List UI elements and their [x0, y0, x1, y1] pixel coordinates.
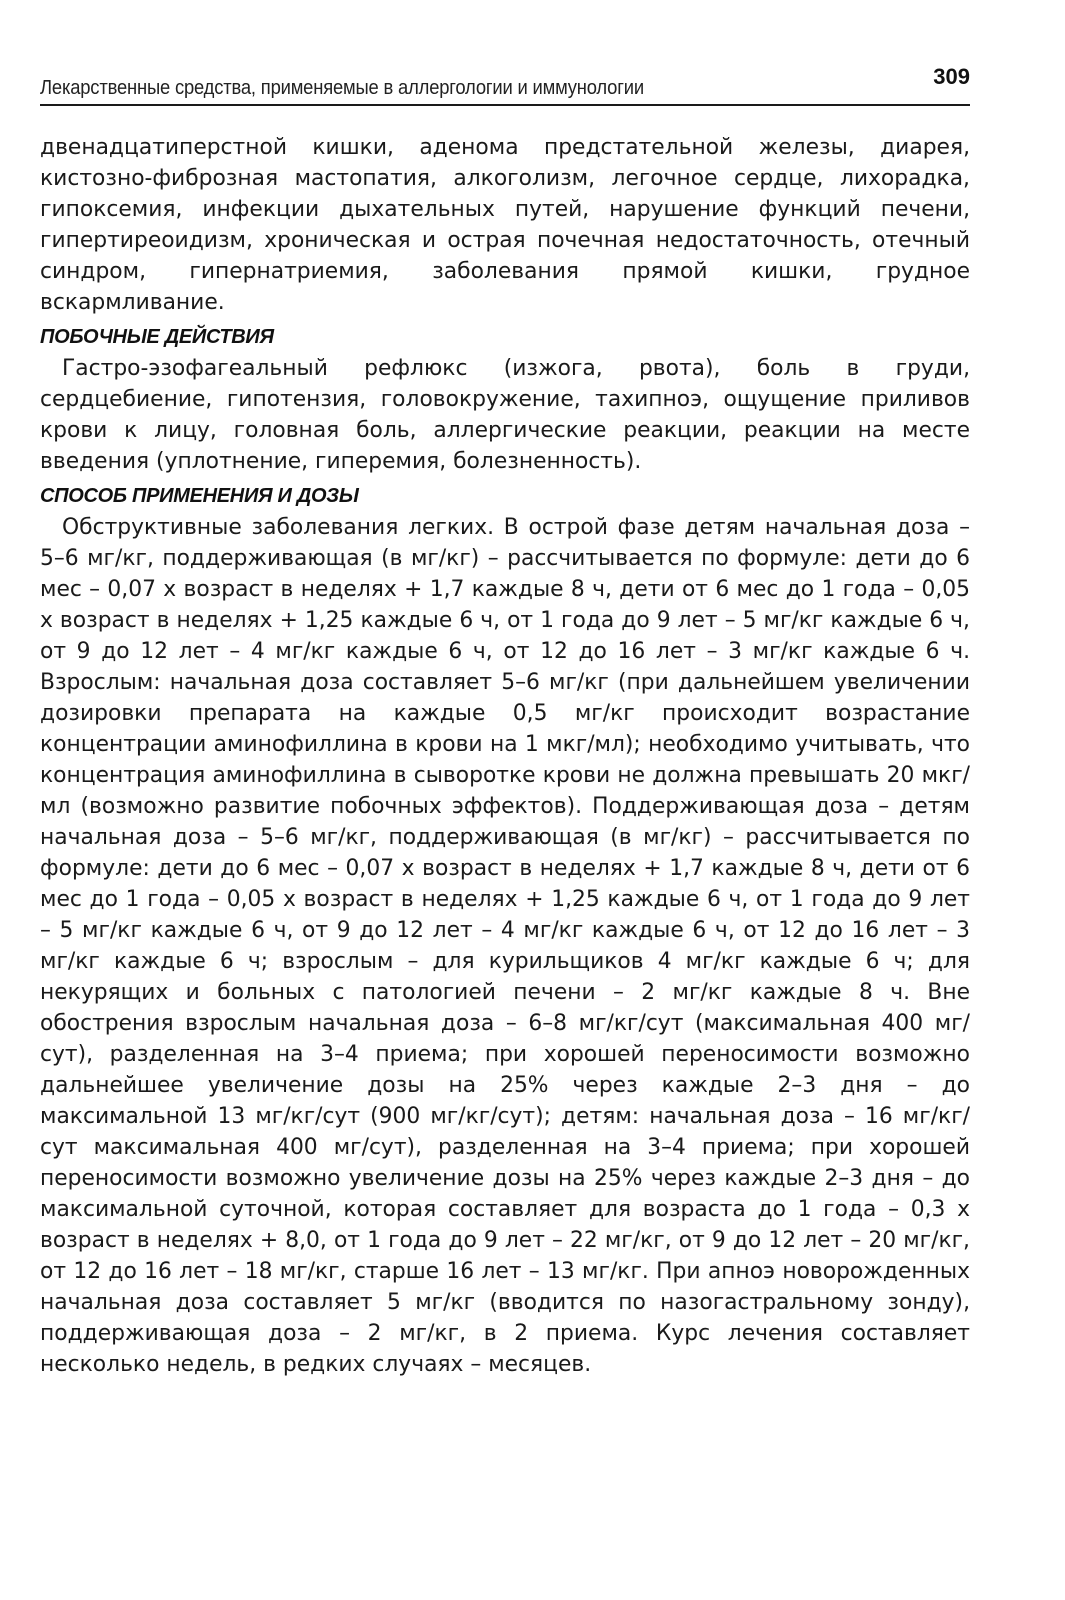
side-effects-heading: ПОБОЧНЫЕ ДЕЙСТВИЯ [40, 326, 274, 348]
side-effects-paragraph: Гастро-эзофагеальный рефлюкс (изжога, рвота), боль в груди, сердцебиение, гипотензия, головокружение, тахипноэ, ощущение приливов крови к лицу, головная боль, аллергические реакции, реакции на месте введения (уплотнение, гиперемия, болезненность). [40, 356, 970, 474]
page-content [40, 132, 970, 1380]
dosage-heading: СПОСОБ ПРИМЕНЕНИЯ И ДОЗЫ [40, 485, 359, 507]
running-header [40, 52, 970, 106]
dosage-paragraph: Обструктивные заболевания легких. В острой фазе детям начальная доза – 5–6 мг/кг, поддерживающая (в мг/кг) – рассчитывается по формуле: дети до 6 мес – 0,07 х возраст в неделях + 1,7 каждые 8 ч, дети от 6 мес до 1 года – 0,05 х возраст в неделях + 1,25 каждые 6 ч, от 1 года до 9 лет – 5 мг/кг каждые 6 ч, от 9 до 12 лет – 4 мг/кг каждые 6 ч, от 12 до 16 лет – 3 мг/кг каждые 6 ч. Взрослым: начальная доза составляет 5–6 мг/кг (при дальнейшем увеличении дозировки препарата на каждые 0,5 мг/кг происходит возрастание концентрации аминофиллина в крови на 1 мкг/мл); необходимо учитывать, что концентрация аминофиллина в сыворотке крови не должна превышать 20 мкг/мл (возможно развитие побочных эффектов). Поддерживающая доза – детям начальная доза – 5–6 мг/кг, поддерживающая (в мг/кг) – рассчитывается по формуле: дети до 6 мес – 0,07 х возраст в неделях + 1,7 каждые 8 ч, дети от 6 мес до 1 года – 0,05 х возраст в неделях + 1,25 каждые 6 ч, от 1 года до 9 лет – 5 мг/кг каждые 6 ч, от 9 до 12 лет – 4 мг/кг каждые 6 ч, от 12 до 16 лет – 3 мг/кг каждые 6 ч; взрослым – для курильщиков 4 мг/кг каждые 6 ч; для некурящих и больных с патологией печени – 2 мг/кг каждые 8 ч. Вне обострения взрослым начальная доза – 6–8 мг/кг/сут (максимальная 400 мг/сут), разделенная на 3–4 приема; при хорошей переносимости возможно дальнейшее увеличение дозы на 25% через каждые 2–3 дня – до максимальной 13 мг/кг/сут (900 мг/кг/сут); детям: начальная доза – 16 мг/кг/сут максимальная 400 мг/сут), разделенная на 3–4 приема; при хорошей переносимости возможно увеличение дозы на 25% через каждые 2–3 дня – до максимальной суточной, которая составляет для возраста до 1 года – 0,3 х возраст в неделях + 8,0, от 1 года до 9 лет – 22 мг/кг, от 9 до 12 лет – 20 мг/кг, от 12 до 16 лет – 18 мг/кг, старше 16 лет – 13 мг/кг. При апноэ новорожденных начальная доза составляет 5 мг/кг (вводится по назогастральному зонду), поддерживающая доза – 2 мг/кг, в 2 приема. Курс лечения составляет несколько недель, в редких случаях – месяцев. [40, 515, 970, 1377]
running-title: Лекарственные средства, применяемые в аллергологии и иммунологии [40, 77, 644, 99]
book-page [40, 52, 970, 1380]
page-number: 309 [933, 64, 970, 89]
intro-paragraph: двенадцатиперстной кишки, аденома предстательной железы, диарея, кистозно-фиброзная мастопатия, алкоголизм, легочное сердце, лихорадка, гипоксемия, инфекции дыхательных путей, нарушение функций печени, гипертиреоидизм, хроническая и острая почечная недостаточность, отечный синдром, гипернатриемия, заболевания прямой кишки, грудное вскармливание. [40, 135, 970, 315]
